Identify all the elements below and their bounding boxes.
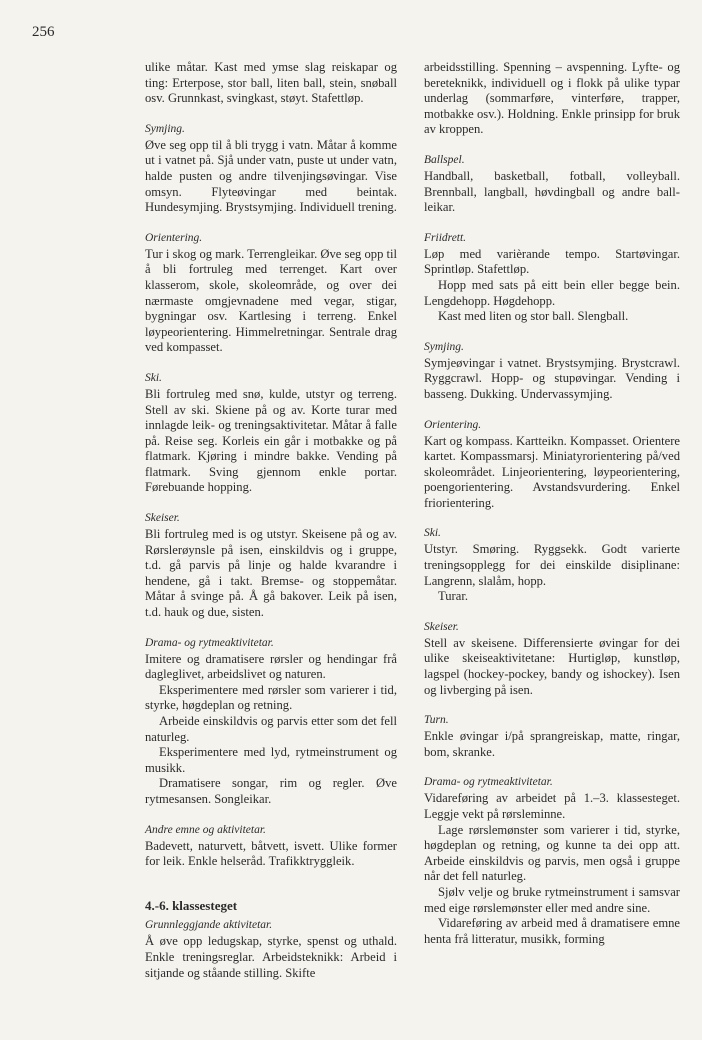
text-section bbox=[424, 231, 680, 325]
paragraph: Handball, basketball, fotball, volleyball. Brennball, langball, høvdingball og andre ball-leikar. bbox=[424, 168, 680, 215]
text-section bbox=[145, 823, 397, 870]
section-heading: Andre emne og aktivitetar. bbox=[145, 823, 266, 836]
paragraph: Vidareføring av arbeid med å dramatisere emne henta frå litteratur, musikk, forming bbox=[424, 916, 680, 946]
paragraph: Eksperimentere med lyd, rytmeinstrument og musikk. bbox=[145, 745, 397, 775]
paragraph: Vidareføring av arbeidet på 1.–3. klassesteget. Leggje vekt på rørsleminne. bbox=[424, 791, 680, 821]
right-column bbox=[424, 60, 680, 962]
text-section bbox=[145, 511, 397, 621]
paragraph: Badevett, naturvett, båtvett, isvett. Ulike former for leik. Enkle helseråd. Trafikktryggleik. bbox=[145, 838, 397, 869]
paragraph: Imitere og dramatisere rørsler og hendingar frå dagleglivet, arbeidslivet og naturen. bbox=[145, 651, 397, 682]
paragraph: Symjeøvingar i vatnet. Brystsymjing. Brystcrawl. Ryggcrawl. Hopp- og stupøvingar. Vending i basseng. Dukking. Undervassymjing. bbox=[424, 355, 680, 401]
paragraph: Enkle øvingar i/på sprangreiskap, matte, ringar, bom, skranke. bbox=[424, 729, 680, 759]
paragraph: Øve seg opp til å bli trygg i vatn. Måtar å komme ut i vatnet på. Sjå under vatn, puste ut under vatn, halde pusten og andre tilvenjingsøvingar. Vise omsyn. Flyteøvingar med beintak. Hundesymjing. Brystsymjing. Individuell trening. bbox=[145, 137, 397, 215]
grade-heading: 4.-6. klassesteget bbox=[145, 897, 238, 913]
paragraph: Lage rørslemønster som varierer i tid, styrke, høgdeplan og retning, og kunne ta dei opp att. Arbeide einskildvis og parvis, men også i gruppe når det fell naturleg. bbox=[424, 822, 680, 884]
left-column bbox=[145, 60, 397, 996]
paragraph: Hopp med sats på eitt bein eller begge bein. Lengdehopp. Høgdehopp. bbox=[424, 277, 680, 308]
paragraph: ulike måtar. Kast med ymse slag reiskapar og ting: Erterpose, stor ball, liten ball, stein, snøball osv. Grunnkast, svingkast, støyt. Stafettløp. bbox=[145, 60, 397, 106]
paragraph: Arbeide einskildvis og parvis etter som det fell naturleg. bbox=[145, 714, 397, 744]
text-section bbox=[424, 620, 680, 698]
text-section bbox=[424, 340, 680, 403]
paragraph: Sjølv velje og bruke rytmeinstrument i samsvar med eige rørslemønster eller med andre sine. bbox=[424, 884, 680, 915]
paragraph: Å øve opp ledugskap, styrke, spenst og uthald. Enkle treningsreglar. Arbeidsteknikk: Arbeid i sitjande og ståande stilling. Skifte bbox=[145, 934, 397, 980]
section-heading: Ski. bbox=[424, 527, 441, 540]
text-section bbox=[145, 60, 397, 107]
section-heading: Symjing. bbox=[145, 122, 185, 135]
paragraph: Utstyr. Smøring. Ryggsekk. Godt varierte treningsopplegg for dei einskilde disiplinane: Langrenn, slalåm, hopp. bbox=[424, 542, 680, 588]
section-heading: Ballspel. bbox=[424, 153, 465, 166]
text-section bbox=[145, 918, 397, 981]
section-heading: Ski. bbox=[145, 371, 162, 384]
paragraph: Bli fortruleg med snø, kulde, utstyr og terreng. Stell av ski. Skiene på og av. Korte turar med innlagde leik- og treningsaktivitetar. Måtar å falle på. Reise seg. Korleis ein går i motbakke og på flatmark. Kjøring i mindre bakke. Vending på flatmark. Sving gjennom enkle portar. Førebuande hopping. bbox=[145, 386, 397, 495]
section-heading: Drama- og rytmeaktivitetar. bbox=[145, 636, 274, 649]
text-section bbox=[145, 636, 397, 808]
text-section bbox=[424, 526, 680, 604]
paragraph: arbeidsstilling. Spenning – avspenning. Lyfte- og bereteknikk, individuell og i flokk på ulike typar underlag (sommarføre, vinterføre, trapper, motbakke osv.). Holdning. Enkle prinsipp for bruk av kroppen. bbox=[424, 60, 680, 137]
paragraph: Kart og kompass. Kartteikn. Kompasset. Orientere kartet. Kompassmarsj. Miniatyrorientering på/ved skoleområdet. Linjeorientering, løypeorientering, poengorientering. Avstandsvurdering. Enkel friorientering. bbox=[424, 433, 680, 510]
paragraph: Tur i skog og mark. Terrengleikar. Øve seg opp til å bli fortruleg med terrenget. Kart over klasserom, skole, skoleområde, og over dei nærmaste omgjevnadene med vegar, stigar, bygningar osv. Kartlesing i terreng. Enkel løypeorientering. Himmelretningar. Sentrale drag ved kompasset. bbox=[145, 246, 398, 355]
page-number: 256 bbox=[32, 24, 55, 40]
text-section bbox=[424, 775, 680, 947]
section-heading: Friidrett. bbox=[424, 231, 467, 244]
text-section bbox=[145, 122, 397, 216]
paragraph: Kast med liten og stor ball. Slengball. bbox=[438, 309, 629, 324]
section-heading: Grunnleggjande aktivitetar. bbox=[145, 919, 273, 932]
text-section bbox=[145, 231, 397, 356]
text-section bbox=[424, 713, 680, 760]
text-section bbox=[145, 371, 397, 496]
section-heading: Symjing. bbox=[424, 340, 464, 353]
section-heading: Skeiser. bbox=[145, 512, 180, 525]
section-heading: Orientering. bbox=[424, 418, 482, 431]
text-section bbox=[424, 418, 680, 512]
text-section bbox=[424, 60, 680, 138]
section-heading: Orientering. bbox=[145, 231, 203, 244]
paragraph: Eksperimentere med rørsler som varierer i tid, styrke, høgdeplan og retning. bbox=[145, 682, 397, 713]
section-heading: Skeiser. bbox=[424, 620, 459, 633]
section-heading: Drama- og rytmeaktivitetar. bbox=[424, 776, 553, 789]
paragraph: Stell av skeisene. Differensierte øvingar for dei ulike skeiseaktivitetane: Hurtigløp, kunstløp, lagspel (hockey-pockey, bandy og ishockey). Isen og livberging på isen. bbox=[424, 635, 680, 697]
paragraph: Bli fortruleg med is og utstyr. Skeisene på og av. Rørslerøynsle på isen, einskildvis og i gruppe, t.d. gå parvis på linje og halde kvarandre i hendene, gå i takt. Bremse- og stoppemåtar. Måtar å svinge på. Å gå bakover. Leik på isen, t.d. hauk og due, sisten. bbox=[145, 527, 397, 620]
paragraph: Løp med varièrande tempo. Startøvingar. Sprintløp. Stafettløp. bbox=[424, 246, 680, 277]
paragraph: Dramatisere songar, rim og regler. Øve rytmesansen. Songleikar. bbox=[145, 776, 397, 806]
section-heading: Turn. bbox=[424, 714, 449, 727]
paragraph: Turar. bbox=[438, 589, 468, 604]
text-section bbox=[424, 153, 680, 216]
